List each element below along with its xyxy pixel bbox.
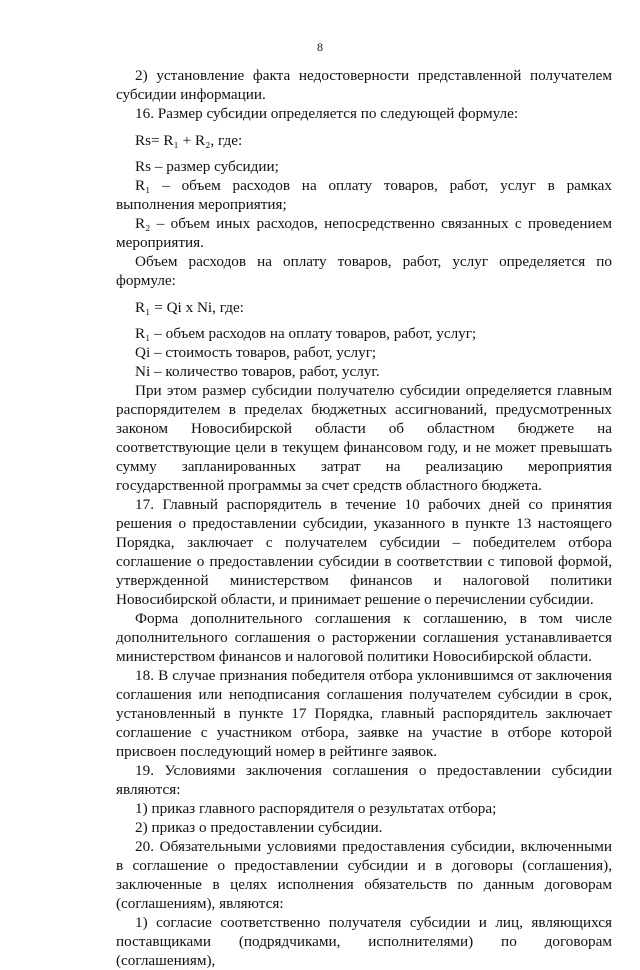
paragraph: 2) приказ о предоставлении субсидии. bbox=[135, 819, 383, 836]
paragraph: R₂ – объем иных расходов, непосредственно связанных с проведением мероприятия. bbox=[116, 215, 612, 251]
paragraph: 1) приказ главного распорядителя о результатах отбора; bbox=[135, 800, 497, 817]
document-body bbox=[116, 66, 612, 970]
paragraph: 17. Главный распорядитель в течение 10 рабочих дней со принятия решения о предоставлении субсидии, указанного в пункте 13 настоящего Порядка, заключает с получателем субсидии – победителем отбора соглашение о предоставлении субсидии в соответствии с типовой формой, утвержденной министерством финансов и налоговой политики Новосибирской области, и принимает решение о перечислении субсидии. bbox=[116, 496, 612, 608]
paragraph: R₁ – объем расходов на оплату товаров, работ, услуг; bbox=[135, 325, 477, 342]
formula: R₁ = Qi х Ni, где: bbox=[135, 299, 244, 316]
paragraph: Объем расходов на оплату товаров, работ, услуг определяется по формуле: bbox=[116, 253, 612, 289]
paragraph: Форма дополнительного соглашения к соглашению, в том числе дополнительного соглашения о расторжении соглашения устанавливается министерством финансов и налоговой политики Новосибирской области. bbox=[116, 610, 612, 665]
paragraph: R₁ – объем расходов на оплату товаров, работ, услуг в рамках выполнения мероприятия; bbox=[116, 177, 612, 213]
paragraph: 1) согласие соответственно получателя субсидии и лиц, являющихся поставщиками (подрядчиками, исполнителями) по договорам (соглашениям), bbox=[116, 914, 612, 969]
page-number: 8 bbox=[317, 40, 323, 54]
formula: Rs= R₁ + R₂, где: bbox=[135, 132, 243, 149]
paragraph: Qi – стоимость товаров, работ, услуг; bbox=[135, 344, 377, 361]
paragraph: 19. Условиями заключения соглашения о предоставлении субсидии являются: bbox=[116, 762, 612, 798]
paragraph: Rs – размер субсидии; bbox=[135, 158, 279, 175]
paragraph: 20. Обязательными условиями предоставления субсидии, включенными в соглашение о предоставлении субсидии и в договоры (соглашения), заключенные в целях исполнения обязательств по данным договорам (соглашениям), являются: bbox=[116, 838, 612, 912]
paragraph: 16. Размер субсидии определяется по следующей формуле: bbox=[135, 105, 519, 122]
paragraph: 18. В случае признания победителя отбора уклонившимся от заключения соглашения или неподписания соглашения получателем субсидии в срок, установленный в пункте 17 Порядка, главный распорядитель заключает соглашение с участником отбора, заявке на участие в отборе которой присвоен последующий номер в рейтинге заявок. bbox=[116, 667, 612, 760]
paragraph: 2) установление факта недостоверности представленной получателем субсидии информации. bbox=[116, 67, 612, 103]
paragraph: При этом размер субсидии получателю субсидии определяется главным распорядителем в пределах бюджетных ассигнований, предусмотренных законом Новосибирской области об областном бюджете на соответствующие цели в текущем финансовом году, и не может превышать сумму запланированных затрат на реализацию мероприятия государственной программы за счет средств областного бюджета. bbox=[116, 382, 612, 494]
paragraph: Ni – количество товаров, работ, услуг. bbox=[135, 363, 380, 380]
